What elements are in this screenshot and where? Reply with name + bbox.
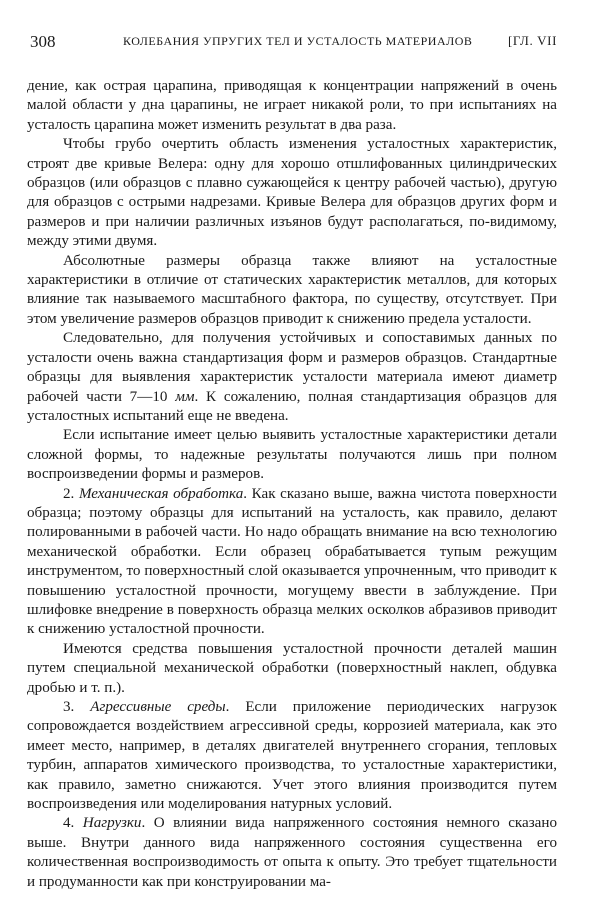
paragraph-specimen-size: Абсолютные размеры образца также влияют на усталостные характеристики в отличие от статических характеристик металлов, для которых влияние так называемого масштабного фактора, по существу, отсутствует. При этом увеличение размеров образцов приводит к снижению предела усталости.	[27, 252, 557, 327]
page-number: 308	[30, 32, 56, 51]
paragraph-continuation: дение, как острая царапина, приводящая к концентрации напряжений в очень малой области у дна царапины, не играет никакой роли, то при испытаниях на усталость царапина может изменить результат в два раза.	[27, 78, 557, 133]
section-text: . Как сказано выше, важна чистота поверхности образца; поэтому образцы для испытаний на усталость, как правило, делают полированными в рабочей части. Но надо обращать внимание на всю технологию механической обработки. Если образец обрабатывается тупым режущим инструментом, то поверхностный слой оказывается упрочненным, что приводит к повышению усталостной прочности, могущему ввести в заблуждение. При шлифовке внедрение в поверхность образца мелких осколков абразивов приводит к снижению усталостной прочности.	[27, 485, 557, 638]
section-number: 3.	[63, 699, 91, 715]
paragraph-wohler-curves: Чтобы грубо очертить область изменения усталостных характеристик, строят две кривые Велера: одну для хорошо отшлифованных цилиндрических образцов (или образцов с плавно сужающейся к центру рабочей частью), другую для образцов с острыми надрезами. Кривые Велера для образцов других форм и размеров и при наличии различных изъянов будут располагаться, по-видимому, между этими двумя.	[27, 136, 557, 250]
paragraph-complex-parts: Если испытание имеет целью выявить усталостные характеристики детали сложной формы, то надежные результаты получаются лишь при полном воспроизведении формы и размеров.	[27, 427, 557, 483]
standardization-text-after: . К сожалению, полная стандартизация образцов для усталостных испытаний еще не введена.	[27, 388, 558, 424]
section-title: Механическая обработка	[78, 485, 244, 502]
page-body	[27, 77, 557, 892]
book-page	[27, 30, 558, 890]
paragraph-strengthening: Имеются средства повышения усталостной прочности деталей машин путем специальной механической обработки (поверхностный наклеп, обдувка дробью и т. п.).	[27, 640, 557, 696]
section-title: Агрессивные среды	[90, 699, 226, 715]
chapter-label: [ГЛ. VII	[507, 33, 557, 48]
running-title: КОЛЕБАНИЯ УПРУГИХ ТЕЛ И УСТАЛОСТЬ МАТЕРИАЛОВ	[123, 34, 473, 48]
paragraph-machining	[27, 485, 557, 640]
section-title: Нагрузки	[82, 815, 142, 832]
section-number: 2.	[63, 485, 79, 502]
section-text: . Если приложение периодических нагрузок сопровождается воздействием агрессивной среды, коррозией материала, как это имеет место, например, в деталях двигателей внутреннего сгорания, тепловых турбин, аппаратов химического производства, то усталостные характеристики, как правило, заметно снижаются. Учет этого влияния производится путем воспроизведения или моделирования натурных условий.	[27, 699, 557, 813]
paragraph-aggressive-media	[27, 698, 557, 814]
section-number: 4.	[63, 815, 83, 832]
paragraph-standardization	[27, 329, 557, 426]
paragraph-loads	[27, 814, 557, 892]
standardization-text: Следовательно, для получения устойчивых и сопоставимых данных по усталости очень важна стандартизация форм и размеров образцов. Стандартные образцы для выявления характеристик усталости материала имеют диаметр рабочей части 7—10	[27, 330, 557, 405]
unit-mm: мм	[175, 388, 195, 405]
running-header	[27, 30, 557, 54]
section-text: . О влиянии вида напряженного состояния немного сказано выше. Внутри данного вида напряженного состояния существенна его количественная воспроизводимость от опыта к опыту. Это требует тщательности и продуманности как при конструировании ма-	[27, 815, 557, 890]
